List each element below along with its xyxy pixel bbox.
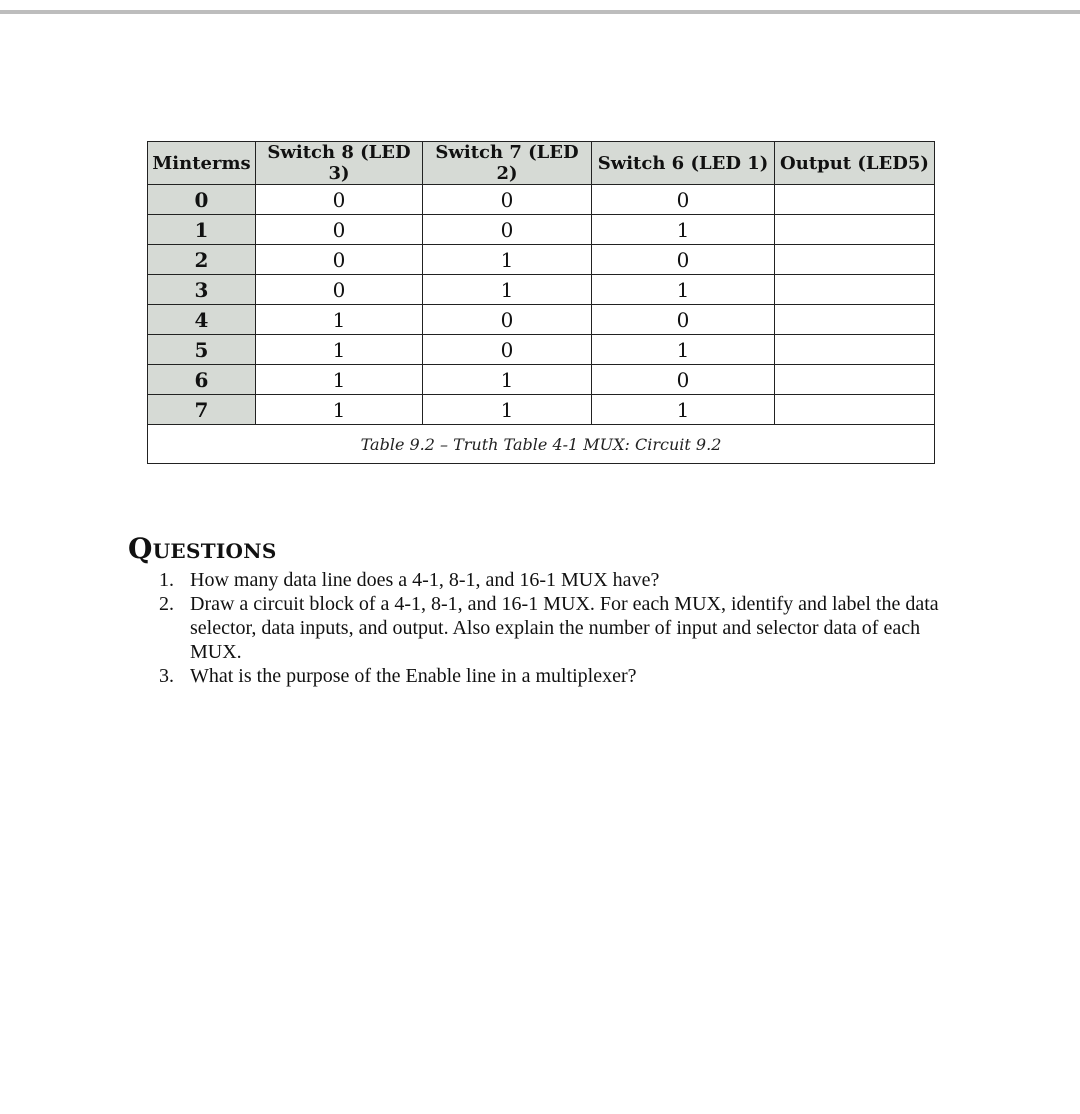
header-switch-7: Switch 7 (LED 2) [423, 142, 592, 185]
list-item [148, 592, 948, 664]
output-cell[interactable] [775, 305, 935, 335]
table-row [148, 335, 935, 365]
minterm-cell: 3 [148, 275, 256, 305]
switch-8-cell: 1 [256, 395, 423, 425]
header-switch-8: Switch 8 (LED 3) [256, 142, 423, 185]
top-divider [0, 10, 1080, 14]
switch-7-cell: 0 [423, 215, 592, 245]
header-minterms: Minterms [148, 142, 256, 185]
table-row [148, 185, 935, 215]
output-cell[interactable] [775, 275, 935, 305]
table-header-row [148, 142, 935, 185]
table-row [148, 275, 935, 305]
list-item [148, 664, 948, 688]
table-row [148, 215, 935, 245]
output-cell[interactable] [775, 395, 935, 425]
question-text: Draw a circuit block of a 4-1, 8-1, and 16-1 MUX. For each MUX, identify and label the data selector, data inputs, and output. Also explain the number of input and selector data of each MUX. [190, 593, 939, 663]
switch-8-cell: 1 [256, 335, 423, 365]
question-text: How many data line does a 4-1, 8-1, and 16-1 MUX have? [190, 569, 660, 591]
switch-8-cell: 0 [256, 275, 423, 305]
switch-8-cell: 0 [256, 185, 423, 215]
table-row [148, 245, 935, 275]
output-cell[interactable] [775, 245, 935, 275]
switch-7-cell: 0 [423, 185, 592, 215]
header-switch-6: Switch 6 (LED 1) [592, 142, 775, 185]
list-item [148, 568, 948, 592]
output-cell[interactable] [775, 365, 935, 395]
minterm-cell: 5 [148, 335, 256, 365]
output-cell[interactable] [775, 215, 935, 245]
header-output: Output (LED5) [775, 142, 935, 185]
switch-6-cell: 1 [592, 215, 775, 245]
minterm-cell: 4 [148, 305, 256, 335]
switch-7-cell: 1 [423, 245, 592, 275]
table-row [148, 305, 935, 335]
switch-6-cell: 0 [592, 305, 775, 335]
question-number: 3. [159, 665, 174, 687]
minterm-cell: 6 [148, 365, 256, 395]
truth-table [147, 141, 935, 464]
question-text: What is the purpose of the Enable line in a multiplexer? [190, 665, 637, 687]
questions-list [148, 568, 948, 688]
switch-7-cell: 1 [423, 275, 592, 305]
switch-7-cell: 1 [423, 365, 592, 395]
question-number: 1. [159, 569, 174, 591]
table-caption-row [148, 425, 935, 464]
minterm-cell: 1 [148, 215, 256, 245]
switch-6-cell: 0 [592, 185, 775, 215]
switch-8-cell: 0 [256, 215, 423, 245]
minterm-cell: 7 [148, 395, 256, 425]
switch-6-cell: 1 [592, 275, 775, 305]
switch-7-cell: 0 [423, 305, 592, 335]
output-cell[interactable] [775, 185, 935, 215]
switch-7-cell: 0 [423, 335, 592, 365]
questions-heading: Questions [128, 532, 277, 565]
minterm-cell: 2 [148, 245, 256, 275]
table-caption: Table 9.2 – Truth Table 4-1 MUX: Circuit 9.2 [148, 425, 935, 464]
switch-7-cell: 1 [423, 395, 592, 425]
output-cell[interactable] [775, 335, 935, 365]
switch-6-cell: 1 [592, 395, 775, 425]
switch-6-cell: 0 [592, 365, 775, 395]
minterm-cell: 0 [148, 185, 256, 215]
switch-8-cell: 1 [256, 305, 423, 335]
table-row [148, 365, 935, 395]
switch-8-cell: 1 [256, 365, 423, 395]
table-row [148, 395, 935, 425]
switch-8-cell: 0 [256, 245, 423, 275]
question-number: 2. [159, 593, 174, 615]
switch-6-cell: 0 [592, 245, 775, 275]
switch-6-cell: 1 [592, 335, 775, 365]
